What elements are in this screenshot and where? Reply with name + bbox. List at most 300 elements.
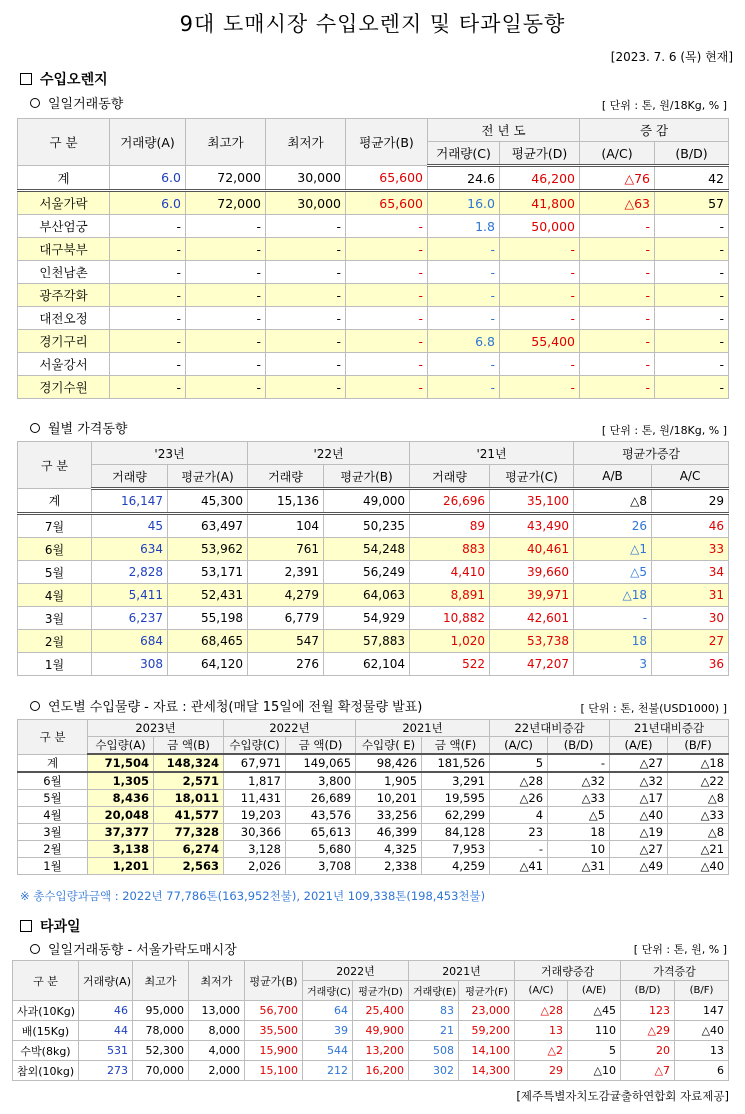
- cell: -: [428, 376, 500, 399]
- cell: 46: [652, 514, 729, 538]
- cell: 47,207: [490, 653, 574, 676]
- cell: 49,000: [324, 489, 410, 514]
- table-row: [13, 1021, 729, 1041]
- row-label: 수박(8kg): [13, 1041, 79, 1061]
- cell: 26,689: [286, 789, 356, 806]
- row-label: 인천남촌: [18, 261, 110, 284]
- table-row: [18, 261, 729, 284]
- row-label: 계: [18, 754, 88, 772]
- col-header: (B/F): [668, 737, 729, 755]
- cell: 149,065: [286, 754, 356, 772]
- cell: △8: [668, 789, 729, 806]
- cell: 39,971: [490, 584, 574, 607]
- cell: 62,299: [422, 806, 490, 823]
- col-header: 평균가(D): [353, 981, 409, 1001]
- col-header: 2021년: [409, 961, 515, 981]
- cell: △76: [580, 166, 655, 191]
- cell: 2,828: [92, 561, 168, 584]
- col-header: 최저가: [189, 961, 245, 1001]
- subheading-daily: [30, 93, 123, 112]
- cell: 4,000: [189, 1041, 245, 1061]
- cell: 55,198: [168, 607, 248, 630]
- table-row: [18, 823, 729, 840]
- cell: -: [500, 261, 580, 284]
- cell: △33: [548, 789, 610, 806]
- col-header: 금 액(D): [286, 737, 356, 755]
- monthly-orange-table: [17, 441, 729, 676]
- cell: 5: [490, 754, 548, 772]
- cell: 40,461: [490, 538, 574, 561]
- daily-orange-table: [17, 118, 729, 399]
- cell: 3,128: [224, 840, 286, 857]
- row-label: 7월: [18, 514, 92, 538]
- cell: -: [266, 215, 346, 238]
- cell: 2,391: [248, 561, 324, 584]
- row-label: 계: [18, 489, 92, 514]
- cell: 68,465: [168, 630, 248, 653]
- cell: 10,882: [410, 607, 490, 630]
- cell: 53,962: [168, 538, 248, 561]
- cell: △5: [548, 806, 610, 823]
- unit-label: [ 단위 : 톤, 원, % ]: [633, 943, 727, 956]
- cell: 508: [409, 1041, 459, 1061]
- cell: 50,235: [324, 514, 410, 538]
- col-header: 구 분: [18, 119, 110, 166]
- cell: 24.6: [428, 166, 500, 191]
- cell: -: [186, 284, 266, 307]
- cell: -: [500, 238, 580, 261]
- cell: 33,256: [356, 806, 422, 823]
- col-header: '22년: [248, 442, 410, 465]
- cell: 41,577: [154, 806, 224, 823]
- table-row: [18, 284, 729, 307]
- col-header: 구 분: [13, 961, 79, 1001]
- cell: △49: [610, 857, 668, 874]
- cell: 39,660: [490, 561, 574, 584]
- page-title: 9대 도매시장 수입오렌지 및 타과일동향: [179, 12, 566, 36]
- table-row: [18, 857, 729, 874]
- cell: 45,300: [168, 489, 248, 514]
- cell: -: [186, 376, 266, 399]
- col-header: '21년: [410, 442, 574, 465]
- cell: 45: [92, 514, 168, 538]
- cell: -: [186, 307, 266, 330]
- circle-bullet-icon: [30, 944, 40, 954]
- other-fruit-table: [12, 960, 729, 1081]
- cell: 11,431: [224, 789, 286, 806]
- subheading-label: 월별 가격동향: [48, 422, 128, 437]
- subheading-label: 일일거래동향: [48, 97, 124, 112]
- circle-bullet-icon: [30, 98, 40, 108]
- cell: 4,410: [410, 561, 490, 584]
- table-row: [18, 630, 729, 653]
- cell: 10: [548, 840, 610, 857]
- cell: -: [580, 215, 655, 238]
- cell: -: [655, 307, 729, 330]
- cell: -: [655, 261, 729, 284]
- col-header: 거래량: [410, 465, 490, 489]
- cell: -: [500, 353, 580, 376]
- cell: 15,900: [245, 1041, 303, 1061]
- cell: -: [500, 307, 580, 330]
- cell: 3,138: [88, 840, 154, 857]
- table-row: [18, 607, 729, 630]
- table-row: [18, 584, 729, 607]
- cell: -: [110, 238, 186, 261]
- cell: 30: [652, 607, 729, 630]
- row-label: 1월: [18, 857, 88, 874]
- cell: 49,900: [353, 1021, 409, 1041]
- cell: △17: [610, 789, 668, 806]
- cell: 46,399: [356, 823, 422, 840]
- cell: -: [346, 353, 428, 376]
- cell: 65,600: [346, 166, 428, 191]
- col-header: 평균가(C): [490, 465, 574, 489]
- subheading-other-daily: [30, 939, 237, 958]
- cell: 2,571: [154, 772, 224, 790]
- cell: 65,600: [346, 191, 428, 215]
- cell: 104: [248, 514, 324, 538]
- cell: -: [580, 353, 655, 376]
- cell: 29: [652, 489, 729, 514]
- row-label: 2월: [18, 840, 88, 857]
- cell: 29: [515, 1061, 568, 1081]
- cell: △31: [548, 857, 610, 874]
- cell: △22: [668, 772, 729, 790]
- cell: 27: [652, 630, 729, 653]
- cell: 54,929: [324, 607, 410, 630]
- cell: -: [655, 284, 729, 307]
- cell: 43,576: [286, 806, 356, 823]
- cell: -: [580, 376, 655, 399]
- table-row: [18, 514, 729, 538]
- cell: 53,171: [168, 561, 248, 584]
- cell: -: [580, 238, 655, 261]
- cell: 273: [79, 1061, 133, 1081]
- cell: -: [655, 353, 729, 376]
- cell: -: [186, 330, 266, 353]
- cell: △21: [668, 840, 729, 857]
- cell: 6: [675, 1061, 729, 1081]
- row-label: 4월: [18, 584, 92, 607]
- col-header: 평균가(F): [459, 981, 515, 1001]
- cell: -: [574, 607, 652, 630]
- yearly-import-table: [17, 719, 729, 875]
- cell: -: [266, 330, 346, 353]
- cell: -: [655, 215, 729, 238]
- cell: -: [266, 261, 346, 284]
- cell: -: [655, 376, 729, 399]
- cell: 10,201: [356, 789, 422, 806]
- cell: 70,000: [133, 1061, 189, 1081]
- col-header: 전 년 도: [428, 119, 580, 142]
- table-row: [18, 840, 729, 857]
- cell: 2,026: [224, 857, 286, 874]
- section-heading-label: 타과일: [40, 919, 81, 935]
- cell: 98,426: [356, 754, 422, 772]
- cell: 761: [248, 538, 324, 561]
- cell: 1,905: [356, 772, 422, 790]
- table-row: [18, 215, 729, 238]
- col-header: 수입량(A): [88, 737, 154, 755]
- cell: △19: [610, 823, 668, 840]
- cell: 30,000: [266, 191, 346, 215]
- cell: △63: [580, 191, 655, 215]
- cell: 37,377: [88, 823, 154, 840]
- section-heading-label: 수입오렌지: [40, 72, 108, 88]
- cell: 44: [79, 1021, 133, 1041]
- col-header: A/C: [652, 465, 729, 489]
- col-header: (A/E): [610, 737, 668, 755]
- col-header: 금 액(B): [154, 737, 224, 755]
- cell: △27: [610, 840, 668, 857]
- row-label: 참외(10kg): [13, 1061, 79, 1081]
- row-label: 대전오정: [18, 307, 110, 330]
- table-row: [13, 1041, 729, 1061]
- row-label: 대구북부: [18, 238, 110, 261]
- cell: △45: [568, 1001, 621, 1021]
- table-row: [18, 238, 729, 261]
- cell: 20: [621, 1041, 675, 1061]
- cell: 3,291: [422, 772, 490, 790]
- col-header: 거래량: [92, 465, 168, 489]
- as-of-date: [2023. 7. 6 (목) 현재]: [610, 50, 733, 64]
- cell: △1: [574, 538, 652, 561]
- cell: △7: [621, 1061, 675, 1081]
- cell: 3,708: [286, 857, 356, 874]
- cell: -: [500, 284, 580, 307]
- cell: 52,431: [168, 584, 248, 607]
- cell: -: [580, 307, 655, 330]
- cell: -: [266, 376, 346, 399]
- col-header: 구 분: [18, 720, 88, 755]
- cell: △28: [515, 1001, 568, 1021]
- cell: 4,325: [356, 840, 422, 857]
- cell: -: [266, 307, 346, 330]
- cell: -: [186, 215, 266, 238]
- cell: 83: [409, 1001, 459, 1021]
- cell: 46: [79, 1001, 133, 1021]
- cell: -: [346, 238, 428, 261]
- cell: 634: [92, 538, 168, 561]
- cell: -: [428, 238, 500, 261]
- cell: △26: [490, 789, 548, 806]
- cell: 34: [652, 561, 729, 584]
- cell: △5: [574, 561, 652, 584]
- square-bullet-icon: [20, 73, 32, 85]
- col-header: (A/C): [515, 981, 568, 1001]
- cell: -: [110, 284, 186, 307]
- cell: 64,120: [168, 653, 248, 676]
- cell: -: [110, 376, 186, 399]
- cell: 23,000: [459, 1001, 515, 1021]
- table-row: [18, 806, 729, 823]
- cell: -: [186, 238, 266, 261]
- cell: 6.0: [110, 166, 186, 191]
- cell: -: [428, 284, 500, 307]
- cell: -: [490, 840, 548, 857]
- cell: 3: [574, 653, 652, 676]
- cell: 23: [490, 823, 548, 840]
- subheading-label: 연도별 수입물량 - 자료 : 관세청(매달 15일에 전월 확정물량 발표): [48, 700, 423, 715]
- row-label: 3월: [18, 607, 92, 630]
- cell: 2,000: [189, 1061, 245, 1081]
- col-header: 최저가: [266, 119, 346, 166]
- cell: 883: [410, 538, 490, 561]
- cell: 16.0: [428, 191, 500, 215]
- cell: -: [346, 284, 428, 307]
- cell: 684: [92, 630, 168, 653]
- row-label: 배(15Kg): [13, 1021, 79, 1041]
- col-header: 가격증감: [621, 961, 729, 981]
- cell: 13,000: [189, 1001, 245, 1021]
- cell: 14,300: [459, 1061, 515, 1081]
- col-header: 평균가(B): [245, 961, 303, 1001]
- cell: -: [580, 284, 655, 307]
- table-row: [18, 653, 729, 676]
- cell: -: [110, 307, 186, 330]
- section-heading-orange: [20, 69, 108, 89]
- cell: 30,000: [266, 166, 346, 191]
- subheading-monthly: [30, 418, 127, 437]
- cell: 72,000: [186, 191, 266, 215]
- cell: -: [110, 353, 186, 376]
- cell: 19,203: [224, 806, 286, 823]
- cell: 65,613: [286, 823, 356, 840]
- col-header: '23년: [92, 442, 248, 465]
- col-header: 22년대비증감: [490, 720, 610, 737]
- cell: -: [266, 353, 346, 376]
- col-header: 평균가(A): [168, 465, 248, 489]
- cell: -: [580, 261, 655, 284]
- cell: 8,891: [410, 584, 490, 607]
- circle-bullet-icon: [30, 423, 40, 433]
- cell: 13: [675, 1041, 729, 1061]
- col-header: 수입량(C): [224, 737, 286, 755]
- cell: 16,200: [353, 1061, 409, 1081]
- row-label: 6월: [18, 538, 92, 561]
- table-row: [18, 166, 729, 191]
- circle-bullet-icon: [30, 701, 40, 711]
- cell: 53,738: [490, 630, 574, 653]
- subheading-label: 일일거래동향 - 서울가락도매시장: [48, 943, 237, 958]
- cell: △8: [668, 823, 729, 840]
- row-label: 3월: [18, 823, 88, 840]
- col-header: (B/D): [621, 981, 675, 1001]
- cell: 42,601: [490, 607, 574, 630]
- cell: 15,136: [248, 489, 324, 514]
- table-row: [18, 489, 729, 514]
- cell: 6,237: [92, 607, 168, 630]
- cell: 212: [303, 1061, 353, 1081]
- cell: -: [428, 307, 500, 330]
- row-label: 서울강서: [18, 353, 110, 376]
- cell: 276: [248, 653, 324, 676]
- cell: 89: [410, 514, 490, 538]
- row-label: 1월: [18, 653, 92, 676]
- cell: 181,526: [422, 754, 490, 772]
- cell: △40: [675, 1021, 729, 1041]
- cell: 18: [574, 630, 652, 653]
- table-row: [18, 307, 729, 330]
- cell: 6.0: [110, 191, 186, 215]
- cell: 84,128: [422, 823, 490, 840]
- cell: 64,063: [324, 584, 410, 607]
- cell: 54,248: [324, 538, 410, 561]
- cell: △32: [610, 772, 668, 790]
- cell: △27: [610, 754, 668, 772]
- cell: -: [110, 330, 186, 353]
- cell: 19,595: [422, 789, 490, 806]
- row-label: 5월: [18, 561, 92, 584]
- cell: 531: [79, 1041, 133, 1061]
- cell: 26,696: [410, 489, 490, 514]
- cell: -: [110, 215, 186, 238]
- cell: △18: [574, 584, 652, 607]
- cell: 8,436: [88, 789, 154, 806]
- cell: 56,249: [324, 561, 410, 584]
- cell: 148,324: [154, 754, 224, 772]
- col-header: (A/C): [580, 142, 655, 166]
- cell: 31: [652, 584, 729, 607]
- table-row: [13, 1061, 729, 1081]
- cell: △28: [490, 772, 548, 790]
- row-label: 광주각화: [18, 284, 110, 307]
- cell: 63,497: [168, 514, 248, 538]
- col-header: 2022년: [303, 961, 409, 981]
- row-label: 4월: [18, 806, 88, 823]
- col-header: 거래량(E): [409, 981, 459, 1001]
- cell: 4,279: [248, 584, 324, 607]
- col-header: 최고가: [133, 961, 189, 1001]
- cell: -: [266, 238, 346, 261]
- cell: 2,338: [356, 857, 422, 874]
- col-header: 평균가(D): [500, 142, 580, 166]
- cell: 6,274: [154, 840, 224, 857]
- table-row: [18, 191, 729, 215]
- col-header: 거래량(C): [428, 142, 500, 166]
- cell: 39: [303, 1021, 353, 1041]
- col-header: 거래량: [248, 465, 324, 489]
- cell: 1,817: [224, 772, 286, 790]
- cell: -: [346, 261, 428, 284]
- cell: △41: [490, 857, 548, 874]
- row-label: 부산엄궁: [18, 215, 110, 238]
- cell: 1,020: [410, 630, 490, 653]
- row-label: 경기수원: [18, 376, 110, 399]
- cell: -: [428, 353, 500, 376]
- cell: 62,104: [324, 653, 410, 676]
- cell: 1,201: [88, 857, 154, 874]
- table-row: [13, 1001, 729, 1021]
- cell: 8,000: [189, 1021, 245, 1041]
- cell: -: [266, 284, 346, 307]
- col-header: 구 분: [18, 442, 92, 489]
- cell: 67,971: [224, 754, 286, 772]
- cell: 5,680: [286, 840, 356, 857]
- row-label: 경기구리: [18, 330, 110, 353]
- cell: 5: [568, 1041, 621, 1061]
- cell: 544: [303, 1041, 353, 1061]
- cell: 4: [490, 806, 548, 823]
- col-header: 거래량(A): [110, 119, 186, 166]
- table-row: [18, 353, 729, 376]
- cell: 14,100: [459, 1041, 515, 1061]
- row-label: 6월: [18, 772, 88, 790]
- cell: 78,000: [133, 1021, 189, 1041]
- cell: 123: [621, 1001, 675, 1021]
- cell: 72,000: [186, 166, 266, 191]
